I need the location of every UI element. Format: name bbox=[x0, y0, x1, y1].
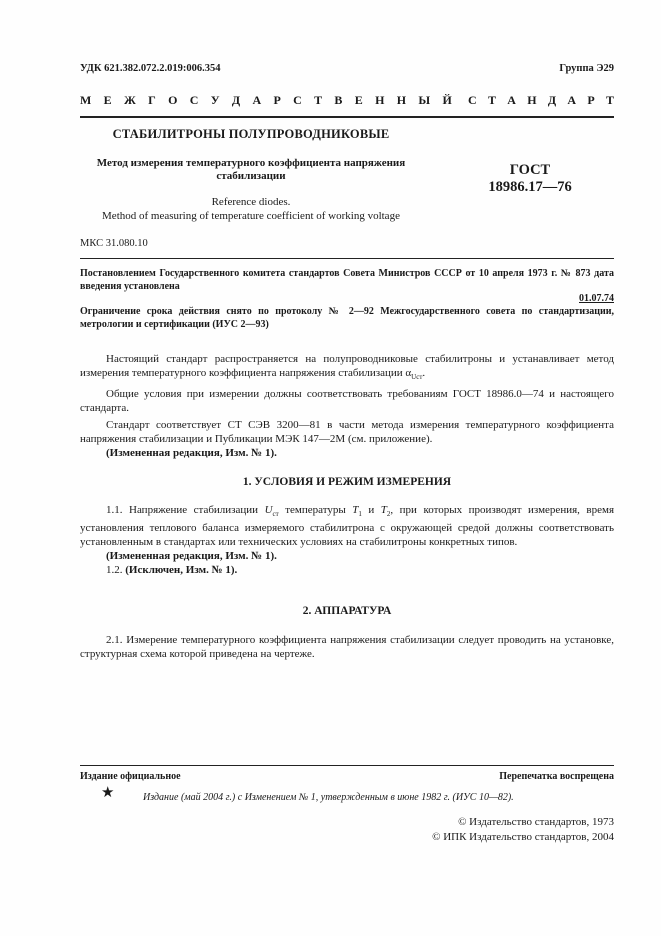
udk-code: УДК 621.382.072.2.019:006.354 bbox=[80, 63, 221, 74]
banner-letter: Е bbox=[354, 93, 363, 107]
banner-letter: Г bbox=[148, 93, 156, 107]
restriction-text: Ограничение срока действия снято по протоколу № 2—92 Межгосударственного совета по стандартизации, метрологии и сертификации (ИУС 2—93) bbox=[80, 306, 614, 330]
banner-letter: Е bbox=[103, 93, 112, 107]
section-1-heading: 1. УСЛОВИЯ И РЕЖИМ ИЗМЕРЕНИЯ bbox=[242, 476, 452, 488]
banner-letter: Д bbox=[231, 93, 241, 107]
banner-letter: Н bbox=[396, 93, 407, 107]
banner-letter: Ж bbox=[123, 93, 136, 107]
banner-letter: Т bbox=[487, 93, 496, 107]
clause-2-1: 2.1. Измерение температурного коэффициента напряжения стабилизации следует проводить на установке, структурная схема которой приведена на чертеже. bbox=[80, 634, 614, 660]
banner-letter: Т bbox=[314, 93, 323, 107]
intro-paragraph-2: Общие условия при измерении должны соответствовать требованиям ГОСТ 18986.0—74 и настоящего стандарта. bbox=[80, 388, 614, 415]
document-subtitle: Метод измерения температурного коэффициента напряжения стабилизации bbox=[96, 157, 406, 182]
star-icon: ★ bbox=[101, 785, 115, 801]
document-title: СТАБИЛИТРОНЫ ПОЛУПРОВОДНИКОВЫЕ bbox=[112, 127, 390, 141]
banner-letter: Р bbox=[273, 93, 281, 107]
copyright-1973: © Издательство стандартов, 1973 bbox=[458, 816, 614, 828]
banner-letter: Т bbox=[605, 93, 614, 107]
mks-code: МКС 31.080.10 bbox=[80, 238, 148, 249]
banner-letter: Р bbox=[587, 93, 595, 107]
banner-letter: Й bbox=[442, 93, 452, 107]
copyright-2004: © ИПК Издательство стандартов, 2004 bbox=[432, 831, 614, 843]
banner-letter: С bbox=[468, 93, 477, 107]
decree-text: Постановлением Государственного комитета стандартов Совета Министров СССР от 10 апреля 1973 г. № 873 дата введения установлена bbox=[80, 268, 614, 292]
group-code: Группа Э29 bbox=[559, 63, 614, 74]
english-title: Reference diodes. Method of measuring of temperature coefficient of working voltage bbox=[102, 196, 400, 222]
intro-amendment: (Измененная редакция, Изм. № 1). bbox=[106, 447, 277, 460]
intro-paragraph-1: Настоящий стандарт распространяется на полупроводниковые стабилитроны и устанавливает метод измерения температурного коэффициента напряжения стабилизации $\alpha_{Uст}$. bbox=[80, 353, 614, 382]
banner-letter: С bbox=[293, 93, 302, 107]
banner-letter: А bbox=[507, 93, 516, 107]
banner-letter: С bbox=[189, 93, 199, 107]
edition-note: Издание (май 2004 г.) с Изменением № 1, утвержденным в июне 1982 г. (ИУС 10—82). bbox=[143, 792, 514, 803]
intro-section bbox=[80, 352, 614, 460]
reprint-prohibited-label: Перепечатка воспрещена bbox=[499, 771, 614, 782]
banner-letter: В bbox=[334, 93, 343, 107]
section-2-heading: 2. АППАРАТУРА bbox=[302, 605, 392, 617]
banner-letter: Н bbox=[375, 93, 385, 107]
standard-type-banner bbox=[80, 93, 614, 108]
footer-divider bbox=[80, 765, 614, 766]
effective-date: 01.07.74 bbox=[579, 293, 614, 304]
mks-divider bbox=[80, 258, 614, 259]
banner-word-standard bbox=[468, 93, 614, 108]
banner-letter: Д bbox=[547, 93, 557, 107]
banner-letter: М bbox=[80, 93, 92, 107]
section-2-body bbox=[80, 633, 614, 661]
banner-letter: Ы bbox=[418, 93, 431, 107]
intro-paragraph-3: Стандарт соответствует СТ СЭВ 3200—81 в части метода измерения температурного коэффициента напряжения стабилизации и Публикации МЭК 147—2М (см. приложение). bbox=[80, 419, 614, 446]
clause-1-2: 1.2. (Исключен, Изм. № 1). bbox=[106, 564, 238, 577]
clause-1-1: 1.1. Напряжение стабилизации $U_{ст}$ температуры $T_1$ и $T_2$, при которых производят измерения, время установления теплового баланса измеряемого стабилитрона с окружающей средой должны соответствовать установленным в стандартах или технических условиях на стабилитроны конкретных типов. bbox=[80, 504, 614, 549]
banner-letter: А bbox=[567, 93, 577, 107]
banner-letter: У bbox=[210, 93, 220, 107]
official-edition-label: Издание официальное bbox=[80, 771, 181, 782]
banner-word-interstate bbox=[80, 93, 452, 108]
clause-1-1-amendment: (Измененная редакция, Изм. № 1). bbox=[106, 550, 277, 563]
banner-letter: Н bbox=[527, 93, 537, 107]
header-divider bbox=[80, 116, 614, 118]
banner-letter: А bbox=[252, 93, 262, 107]
section-1-body bbox=[80, 503, 614, 577]
gost-number: ГОСТ 18986.17—76 bbox=[488, 162, 572, 195]
banner-letter: О bbox=[168, 93, 178, 107]
